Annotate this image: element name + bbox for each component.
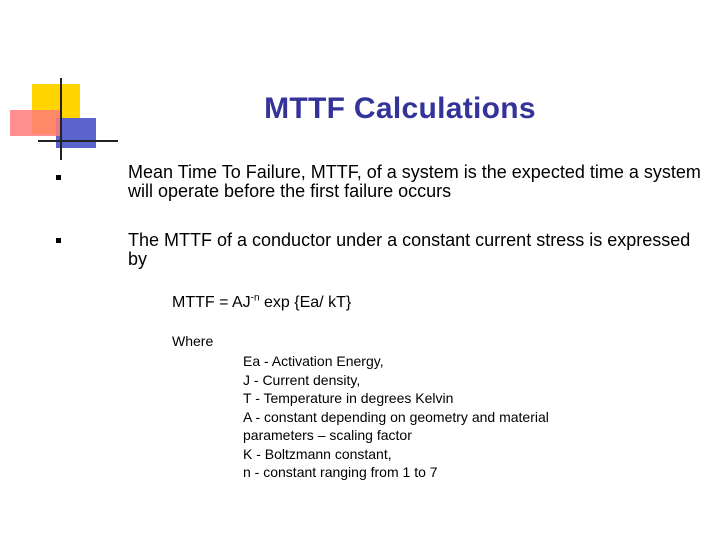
definition-item: K - Boltzmann constant, xyxy=(243,445,392,462)
bullet-text-1: Mean Time To Failure, MTTF, of a system is the expected time a system will operate before the first failure occurs xyxy=(128,162,701,201)
definition-item: n - constant ranging from 1 to 7 xyxy=(243,464,438,480)
logo-vertical-line xyxy=(60,78,62,160)
definition-item: A - constant depending on geometry and material parameters – scaling factor xyxy=(243,408,549,443)
decorative-logo xyxy=(0,0,110,170)
logo-blue-square xyxy=(56,118,96,148)
definition-item: T - Temperature in degrees Kelvin xyxy=(243,390,454,406)
formula-lhs: MTTF = AJ xyxy=(172,294,251,311)
logo-red-square xyxy=(10,110,60,136)
square-bullet-icon xyxy=(56,238,61,243)
definition-item: J - Current density, xyxy=(243,371,361,388)
formula-rhs: exp {Ea/ kT} xyxy=(259,294,352,311)
slide-title: MTTF Calculations xyxy=(264,92,536,125)
logo-horizontal-line xyxy=(38,140,118,142)
where-label: Where xyxy=(172,333,214,349)
formula-exponent: -n xyxy=(250,292,260,304)
bullet-text-2: The MTTF of a conductor under a constant current stress is expressed by xyxy=(128,230,691,269)
definitions-list xyxy=(243,352,623,482)
mttf-formula xyxy=(172,294,351,312)
definition-item: Ea - Activation Energy, xyxy=(243,353,384,369)
square-bullet-icon xyxy=(56,175,61,180)
